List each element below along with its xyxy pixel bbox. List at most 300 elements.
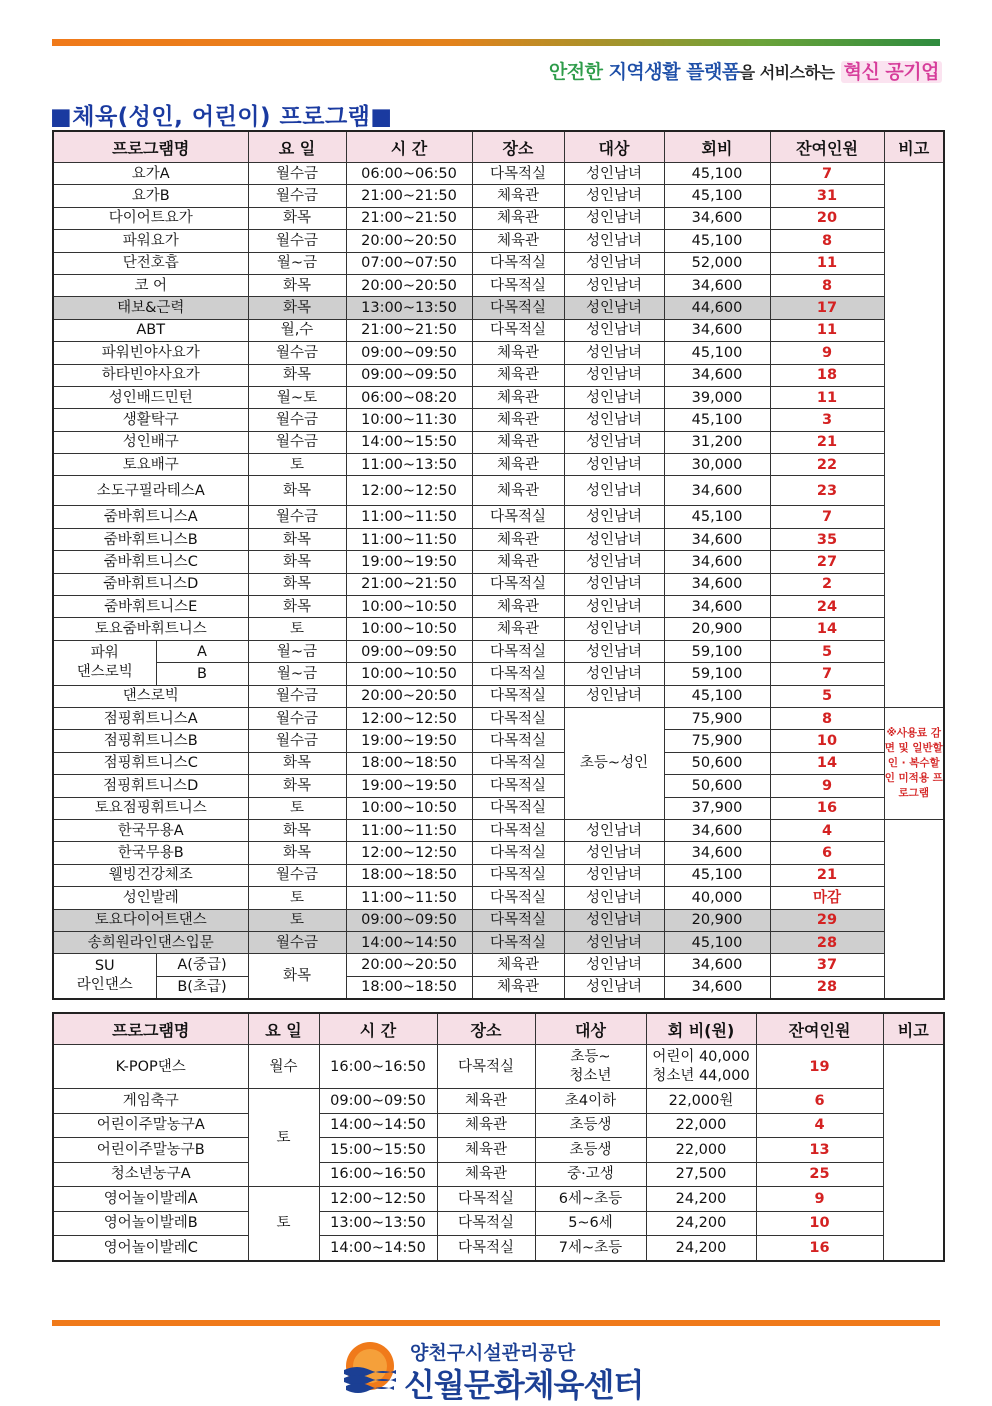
program-fee: 34,600 xyxy=(664,954,770,976)
program-target: 성인남녀 xyxy=(564,386,664,408)
program-day: 토 xyxy=(248,618,346,640)
program-place: 체육관 xyxy=(472,454,564,476)
table-row xyxy=(53,163,944,185)
footer-logo xyxy=(340,1338,670,1404)
remaining-count: 10 xyxy=(756,1211,883,1236)
program-time: 19:00~19:50 xyxy=(346,775,472,797)
program-place: 체육관 xyxy=(472,528,564,550)
remaining-count: 16 xyxy=(756,1236,883,1261)
program-name: 점핑휘트니스A xyxy=(53,707,248,729)
table-row xyxy=(53,663,944,685)
program-time: 21:00~21:50 xyxy=(346,319,472,341)
program-place: 다목적실 xyxy=(472,842,564,864)
table-row xyxy=(53,1187,944,1212)
remaining-count: 5 xyxy=(770,640,884,662)
program-place: 체육관 xyxy=(472,476,564,506)
remaining-count: 29 xyxy=(770,909,884,931)
program-day: 월~금 xyxy=(248,663,346,685)
program-place: 다목적실 xyxy=(472,319,564,341)
slogan-safe: 안전한 xyxy=(548,61,603,83)
program-place: 다목적실 xyxy=(472,909,564,931)
program-name: 점핑휘트니스C xyxy=(53,752,248,774)
program-name: K-POP댄스 xyxy=(53,1045,248,1089)
table-row xyxy=(53,752,944,774)
program-place: 다목적실 xyxy=(472,640,564,662)
program-day: 화목 xyxy=(248,954,346,999)
program-fee: 75,900 xyxy=(664,707,770,729)
discount-note: ※사용료 감면 및 일반할인 · 복수할인 미적용 프로그램 xyxy=(884,707,944,819)
program-name: 줌바휘트니스B xyxy=(53,528,248,550)
program-name: 댄스로빅 xyxy=(53,685,248,707)
program-day: 월수금 xyxy=(248,707,346,729)
program-day: 월수금 xyxy=(248,342,346,364)
remaining-count: 14 xyxy=(770,752,884,774)
program-target: 성인남녀 xyxy=(564,685,664,707)
remaining-count: 11 xyxy=(770,386,884,408)
program-fee: 45,100 xyxy=(664,230,770,252)
program-fee: 22,000 xyxy=(646,1138,756,1163)
program-place: 체육관 xyxy=(472,386,564,408)
table-row xyxy=(53,319,944,341)
table-row xyxy=(53,618,944,640)
program-name: 영어놀이발레C xyxy=(53,1236,248,1261)
program-fee: 59,100 xyxy=(664,663,770,685)
program-place: 체육관 xyxy=(472,185,564,207)
program-target: 7세~초등 xyxy=(535,1236,646,1261)
program-place: 다목적실 xyxy=(472,707,564,729)
program-time: 10:00~10:50 xyxy=(346,618,472,640)
program-day: 월수금 xyxy=(248,506,346,528)
program-day: 화목 xyxy=(248,596,346,618)
program-name: 한국무용A xyxy=(53,819,248,841)
program-place: 체육관 xyxy=(472,618,564,640)
remaining-count: 18 xyxy=(770,364,884,386)
program-place: 체육관 xyxy=(472,976,564,999)
remaining-count: 35 xyxy=(770,528,884,550)
slogan-platform: 지역생활 플랫폼 xyxy=(608,61,740,83)
program-place: 체육관 xyxy=(472,230,564,252)
program-time: 20:00~20:50 xyxy=(346,230,472,252)
col-header-time: 시 간 xyxy=(346,131,472,163)
program-name: 다이어트요가 xyxy=(53,207,248,229)
program-fee: 22,000 xyxy=(646,1113,756,1138)
program-target: 성인남녀 xyxy=(564,274,664,296)
table-row xyxy=(53,364,944,386)
remaining-count: 10 xyxy=(770,730,884,752)
program-day: 토 xyxy=(248,454,346,476)
col-header-fee: 회 비(원) xyxy=(646,1013,756,1045)
program-time: 09:00~09:50 xyxy=(346,909,472,931)
program-name: 코 어 xyxy=(53,274,248,296)
program-place: 다목적실 xyxy=(472,663,564,685)
program-target: 성인남녀 xyxy=(564,573,664,595)
program-time: 09:00~09:50 xyxy=(346,342,472,364)
program-target: 성인남녀 xyxy=(564,887,664,909)
program-name: 영어놀이발레A xyxy=(53,1187,248,1212)
program-day: 화목 xyxy=(248,274,346,296)
col-header-name: 프로그램명 xyxy=(53,131,248,163)
table-row xyxy=(53,506,944,528)
program-day: 월수금 xyxy=(248,730,346,752)
program-fee: 45,100 xyxy=(664,409,770,431)
slogan-service: 을 서비스하는 xyxy=(739,63,835,82)
remaining-count: 3 xyxy=(770,409,884,431)
table-row xyxy=(53,297,944,319)
program-day: 월수금 xyxy=(248,409,346,431)
program-day: 월수금 xyxy=(248,931,346,953)
table-row xyxy=(53,274,944,296)
remaining-count: 11 xyxy=(770,252,884,274)
program-target: 중·고생 xyxy=(535,1162,646,1187)
program-time: 06:00~06:50 xyxy=(346,163,472,185)
program-day: 토 xyxy=(248,1089,319,1187)
program-place: 체육관 xyxy=(472,342,564,364)
remaining-count: 6 xyxy=(770,842,884,864)
program-time: 07:00~07:50 xyxy=(346,252,472,274)
program-name: 송희원라인댄스입문 xyxy=(53,931,248,953)
program-sub: A xyxy=(156,640,248,662)
program-fee: 45,100 xyxy=(664,931,770,953)
program-name: 게임축구 xyxy=(53,1089,248,1114)
program-time: 13:00~13:50 xyxy=(319,1211,437,1236)
remaining-count: 27 xyxy=(770,551,884,573)
program-place: 체육관 xyxy=(437,1162,535,1187)
program-time: 18:00~18:50 xyxy=(346,976,472,999)
program-target: 성인남녀 xyxy=(564,931,664,953)
program-day: 화목 xyxy=(248,551,346,573)
program-day: 월수금 xyxy=(248,185,346,207)
program-time: 12:00~12:50 xyxy=(346,476,472,506)
program-target: 초등생 xyxy=(535,1138,646,1163)
program-time: 11:00~13:50 xyxy=(346,454,472,476)
remaining-count: 31 xyxy=(770,185,884,207)
program-name: 토요배구 xyxy=(53,454,248,476)
table-row xyxy=(53,252,944,274)
program-name: 한국무용B xyxy=(53,842,248,864)
program-fee: 75,900 xyxy=(664,730,770,752)
remaining-count: 4 xyxy=(756,1113,883,1138)
remaining-count: 20 xyxy=(770,207,884,229)
program-name: 파워빈야사요가 xyxy=(53,342,248,364)
program-place: 다목적실 xyxy=(472,274,564,296)
program-day: 월~금 xyxy=(248,252,346,274)
program-time: 11:00~11:50 xyxy=(346,528,472,550)
program-target: 성인남녀 xyxy=(564,297,664,319)
program-name: 줌바휘트니스D xyxy=(53,573,248,595)
program-day: 월,수 xyxy=(248,319,346,341)
program-name: 어린이주말농구A xyxy=(53,1113,248,1138)
remaining-count: 8 xyxy=(770,274,884,296)
program-fee: 20,900 xyxy=(664,618,770,640)
program-fee: 34,600 xyxy=(664,528,770,550)
table-header-row xyxy=(53,131,944,163)
program-time: 20:00~20:50 xyxy=(346,954,472,976)
remaining-count: 2 xyxy=(770,573,884,595)
program-time: 10:00~10:50 xyxy=(346,596,472,618)
program-fee: 34,600 xyxy=(664,476,770,506)
program-fee: 44,600 xyxy=(664,297,770,319)
program-target: 5~6세 xyxy=(535,1211,646,1236)
program-time: 09:00~09:50 xyxy=(346,364,472,386)
table-row xyxy=(53,1045,944,1089)
remaining-count: 11 xyxy=(770,319,884,341)
su-linedance-label xyxy=(53,954,156,999)
program-fee: 45,100 xyxy=(664,163,770,185)
program-name: 영어놀이발레B xyxy=(53,1211,248,1236)
program-place: 체육관 xyxy=(472,431,564,453)
program-day: 토 xyxy=(248,887,346,909)
program-name: 파워요가 xyxy=(53,230,248,252)
program-target: 초등생 xyxy=(535,1113,646,1138)
program-time: 10:00~10:50 xyxy=(346,663,472,685)
program-target: 성인남녀 xyxy=(564,551,664,573)
program-name: 토요점핑휘트니스 xyxy=(53,797,248,819)
col-header-day: 요 일 xyxy=(248,1013,319,1045)
program-name: 성인배드민턴 xyxy=(53,386,248,408)
program-day: 화목 xyxy=(248,819,346,841)
program-day: 화목 xyxy=(248,573,346,595)
program-place: 체육관 xyxy=(437,1113,535,1138)
program-day: 토 xyxy=(248,797,346,819)
program-target: 성인남녀 xyxy=(564,230,664,252)
program-fee: 45,100 xyxy=(664,864,770,886)
remaining-count: 16 xyxy=(770,797,884,819)
program-fee: 45,100 xyxy=(664,685,770,707)
program-time: 14:00~14:50 xyxy=(346,931,472,953)
program-target: 성인남녀 xyxy=(564,454,664,476)
adult-program-table xyxy=(52,130,945,1000)
program-fee: 34,600 xyxy=(664,274,770,296)
program-name: 태보&근력 xyxy=(53,297,248,319)
program-target: 성인남녀 xyxy=(564,163,664,185)
program-time: 16:00~16:50 xyxy=(319,1045,437,1089)
program-fee: 59,100 xyxy=(664,640,770,662)
program-target: 성인남녀 xyxy=(564,409,664,431)
program-fee: 34,600 xyxy=(664,573,770,595)
table-row xyxy=(53,797,944,819)
program-sub: B xyxy=(156,663,248,685)
program-fee: 27,500 xyxy=(646,1162,756,1187)
program-target: 성인남녀 xyxy=(564,842,664,864)
label-line: 라인댄스 xyxy=(76,977,133,994)
program-target: 성인남녀 xyxy=(564,909,664,931)
program-time: 20:00~20:50 xyxy=(346,685,472,707)
table-row xyxy=(53,528,944,550)
table-row xyxy=(53,342,944,364)
program-target: 6세~초등 xyxy=(535,1187,646,1212)
table-row xyxy=(53,454,944,476)
program-fee: 45,100 xyxy=(664,342,770,364)
slogan-innovation: 혁신 공기업 xyxy=(841,61,942,83)
program-place: 다목적실 xyxy=(472,775,564,797)
program-fee: 34,600 xyxy=(664,819,770,841)
table-row xyxy=(53,476,944,506)
program-time: 10:00~11:30 xyxy=(346,409,472,431)
program-name: 생활탁구 xyxy=(53,409,248,431)
table-row xyxy=(53,707,944,729)
program-target: 성인남녀 xyxy=(564,819,664,841)
table-row xyxy=(53,685,944,707)
program-place: 다목적실 xyxy=(437,1236,535,1261)
program-time: 12:00~12:50 xyxy=(346,707,472,729)
remaining-count: 8 xyxy=(770,707,884,729)
program-day: 화목 xyxy=(248,476,346,506)
note-cell-blank xyxy=(884,819,944,999)
program-place: 체육관 xyxy=(437,1089,535,1114)
remaining-count: 마감 xyxy=(770,887,884,909)
program-name: 단전호흡 xyxy=(53,252,248,274)
program-day: 화목 xyxy=(248,775,346,797)
program-time: 12:00~12:50 xyxy=(346,842,472,864)
program-target: 성인남녀 xyxy=(564,864,664,886)
program-day: 토 xyxy=(248,909,346,931)
program-time: 21:00~21:50 xyxy=(346,185,472,207)
program-fee: 24,200 xyxy=(646,1236,756,1261)
program-target: 성인남녀 xyxy=(564,431,664,453)
col-header-day: 요 일 xyxy=(248,131,346,163)
program-place: 다목적실 xyxy=(437,1187,535,1212)
program-name: 웰빙건강체조 xyxy=(53,864,248,886)
program-target: 성인남녀 xyxy=(564,596,664,618)
program-time: 13:00~13:50 xyxy=(346,297,472,319)
program-target: 성인남녀 xyxy=(564,342,664,364)
program-place: 다목적실 xyxy=(472,506,564,528)
program-target: 성인남녀 xyxy=(564,476,664,506)
program-name: 토요다이어트댄스 xyxy=(53,909,248,931)
program-day: 월수금 xyxy=(248,230,346,252)
program-fee: 39,000 xyxy=(664,386,770,408)
program-target: 성인남녀 xyxy=(564,618,664,640)
program-target xyxy=(535,1045,646,1089)
table-row xyxy=(53,596,944,618)
fee-line: 어린이 40,000 xyxy=(652,1048,750,1065)
program-place: 다목적실 xyxy=(472,163,564,185)
program-time: 06:00~08:20 xyxy=(346,386,472,408)
program-time: 18:00~18:50 xyxy=(346,864,472,886)
program-day: 월수금 xyxy=(248,431,346,453)
program-time: 19:00~19:50 xyxy=(346,551,472,573)
header-slogan xyxy=(549,57,942,84)
table-row xyxy=(53,931,944,953)
program-fee: 30,000 xyxy=(664,454,770,476)
program-time: 19:00~19:50 xyxy=(346,730,472,752)
program-name: 어린이주말농구B xyxy=(53,1138,248,1163)
program-day: 월수 xyxy=(248,1045,319,1089)
table-row xyxy=(53,1138,944,1163)
program-day: 화목 xyxy=(248,364,346,386)
program-place: 체육관 xyxy=(472,596,564,618)
program-fee xyxy=(646,1045,756,1089)
label-line: SU xyxy=(94,958,115,975)
power-dancerobic-label xyxy=(53,640,156,685)
program-day: 월~금 xyxy=(248,640,346,662)
table-row xyxy=(53,185,944,207)
program-place: 다목적실 xyxy=(472,685,564,707)
program-place: 체육관 xyxy=(472,207,564,229)
program-fee: 45,100 xyxy=(664,185,770,207)
col-header-fee: 회비 xyxy=(664,131,770,163)
youth-program-table xyxy=(52,1012,945,1262)
table-row xyxy=(53,1162,944,1187)
table-row xyxy=(53,730,944,752)
note-cell-blank xyxy=(883,1045,944,1261)
program-time: 09:00~09:50 xyxy=(319,1089,437,1114)
program-fee: 50,600 xyxy=(664,775,770,797)
remaining-count: 9 xyxy=(770,775,884,797)
program-place: 다목적실 xyxy=(472,573,564,595)
program-day: 월수금 xyxy=(248,685,346,707)
table-row xyxy=(53,887,944,909)
program-time: 18:00~18:50 xyxy=(346,752,472,774)
remaining-count: 4 xyxy=(770,819,884,841)
table-row xyxy=(53,573,944,595)
program-day: 화목 xyxy=(248,207,346,229)
program-time: 14:00~14:50 xyxy=(319,1236,437,1261)
program-target: 초등~성인 xyxy=(564,707,664,819)
remaining-count: 14 xyxy=(770,618,884,640)
program-place: 다목적실 xyxy=(472,931,564,953)
table-row xyxy=(53,230,944,252)
program-fee: 37,900 xyxy=(664,797,770,819)
program-day: 화목 xyxy=(248,752,346,774)
program-time: 11:00~11:50 xyxy=(346,887,472,909)
remaining-count: 19 xyxy=(756,1045,883,1089)
program-place: 체육관 xyxy=(472,954,564,976)
table-row xyxy=(53,819,944,841)
program-target: 성인남녀 xyxy=(564,207,664,229)
program-place: 다목적실 xyxy=(472,864,564,886)
table-row xyxy=(53,431,944,453)
program-target: 성인남녀 xyxy=(564,319,664,341)
program-day: 월수금 xyxy=(248,163,346,185)
program-name: 점핑휘트니스D xyxy=(53,775,248,797)
program-place: 다목적실 xyxy=(472,752,564,774)
program-name: 소도구필라테스A xyxy=(53,476,248,506)
program-fee: 31,200 xyxy=(664,431,770,453)
target-line: 초등~ xyxy=(570,1048,611,1065)
program-fee: 34,600 xyxy=(664,976,770,999)
table-row xyxy=(53,207,944,229)
program-time: 11:00~11:50 xyxy=(346,819,472,841)
program-time: 09:00~09:50 xyxy=(346,640,472,662)
top-accent-bar xyxy=(52,39,940,46)
program-place: 다목적실 xyxy=(472,797,564,819)
program-fee: 20,900 xyxy=(664,909,770,931)
program-name: 성인배구 xyxy=(53,431,248,453)
remaining-count: 17 xyxy=(770,297,884,319)
program-place: 체육관 xyxy=(437,1138,535,1163)
program-target: 성인남녀 xyxy=(564,364,664,386)
program-fee: 22,000원 xyxy=(646,1089,756,1114)
remaining-count: 6 xyxy=(756,1089,883,1114)
note-cell-blank xyxy=(884,163,944,708)
table-row xyxy=(53,409,944,431)
org-name: 양천구시설관리공단 xyxy=(410,1342,576,1364)
program-name: 줌바휘트니스C xyxy=(53,551,248,573)
table-row xyxy=(53,1236,944,1261)
program-name: 토요줌바휘트니스 xyxy=(53,618,248,640)
program-day: 화목 xyxy=(248,297,346,319)
table-row xyxy=(53,1211,944,1236)
program-target: 성인남녀 xyxy=(564,976,664,999)
program-day: 화목 xyxy=(248,528,346,550)
remaining-count: 7 xyxy=(770,663,884,685)
program-place: 다목적실 xyxy=(472,297,564,319)
table-row xyxy=(53,775,944,797)
col-header-remaining: 잔여인원 xyxy=(770,131,884,163)
program-place: 다목적실 xyxy=(472,252,564,274)
remaining-count: 24 xyxy=(770,596,884,618)
